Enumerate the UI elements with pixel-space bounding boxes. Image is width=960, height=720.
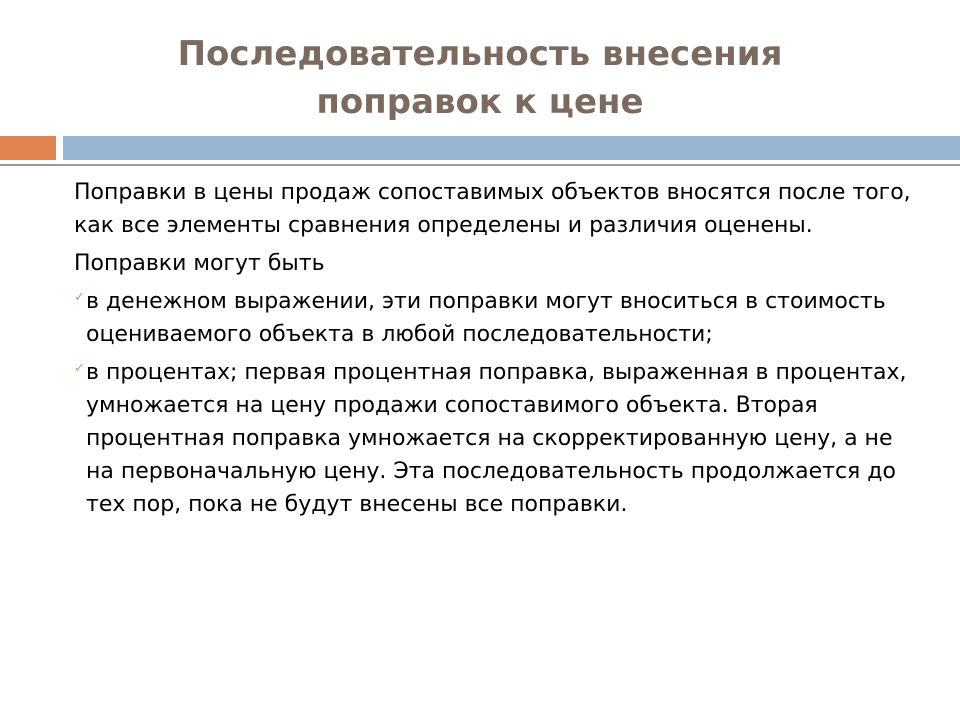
- bullet-item-monetary: [74, 285, 924, 351]
- slide-content: [74, 176, 924, 526]
- bullet-text: в денежном выражении, эти поправки могут вноситься в стоимость оцениваемого объекта в любой последовательности;: [86, 289, 886, 347]
- check-icon: ✓: [74, 290, 85, 305]
- paragraph-adjustments-can-be: Поправки могут быть: [74, 251, 325, 276]
- title-line-1: Последовательность внесения: [177, 34, 783, 74]
- paragraph-intro: Поправки в цены продаж сопоставимых объектов вносятся после того, как все элементы сравнения определены и различия оценены.: [74, 180, 911, 238]
- accent-bar-blue: [63, 136, 960, 160]
- accent-bar-orange: [0, 136, 56, 160]
- divider-line: [0, 164, 960, 166]
- bullet-text: в процентах; первая процентная поправка, выраженная в процентах, умножается на цену продажи сопоставимого объекта. Вторая процентная поправка умножается на скорректированную цену, а не на первоначальную цену. Эта последовательность продолжается до тех пор, пока не будут внесены все поправки.: [86, 360, 907, 517]
- check-icon: ✓: [74, 361, 85, 376]
- bullet-item-percent: [74, 356, 924, 521]
- slide-title: [60, 30, 900, 126]
- title-line-2: поправок к цене: [316, 82, 644, 122]
